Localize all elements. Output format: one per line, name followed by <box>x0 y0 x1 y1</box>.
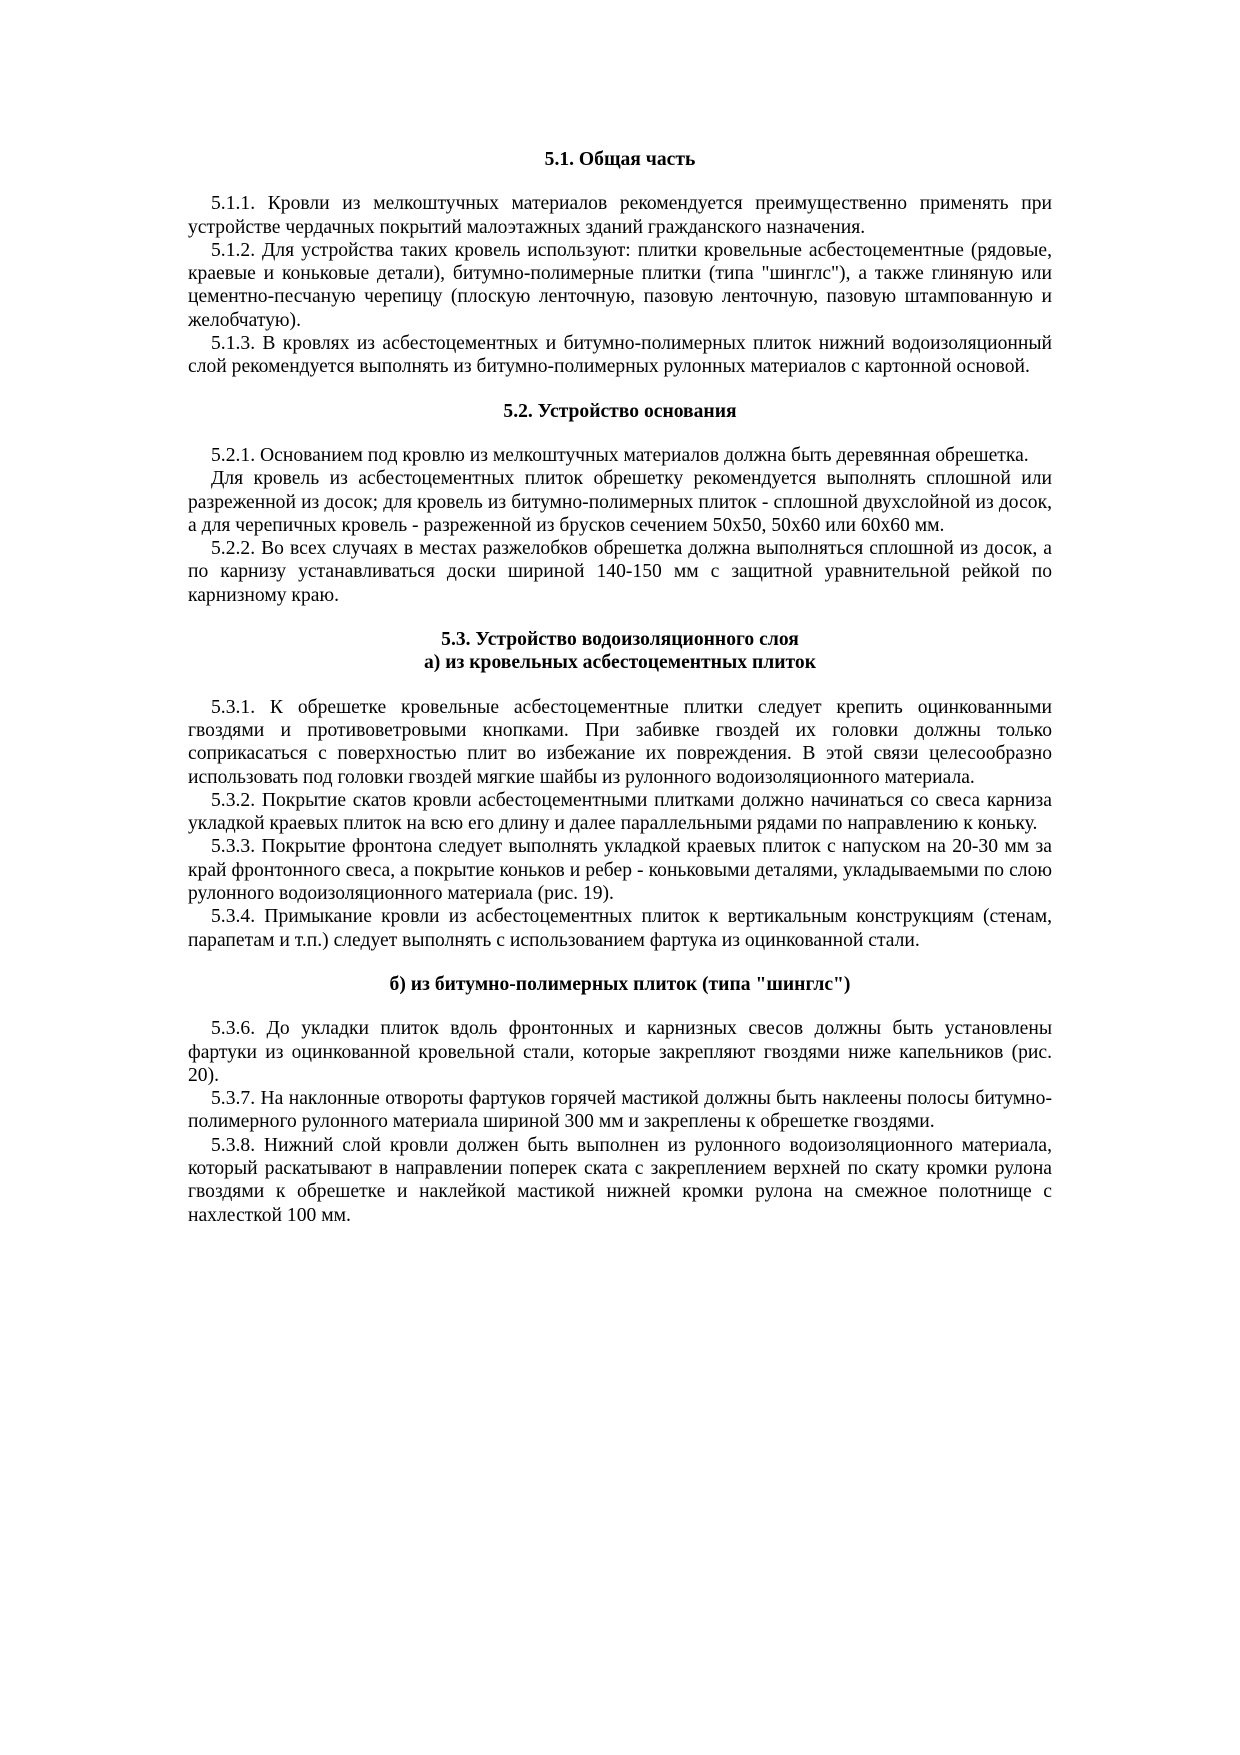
section-heading: 5.1. Общая часть <box>544 149 696 170</box>
section-subheading: а) из кровельных асбестоцементных плиток <box>423 652 816 674</box>
paragraph: 5.3.1. К обрешетке кровельные асбестоцементные плитки следует крепить оцинкованными гвоздями и противоветровыми кнопками. При забивке гвоздей их головки должны только соприкасаться с поверхностью плит во избежание их повреждения. В этой связи целесообразно использовать под головки гвоздей мягкие шайбы из рулонного водоизоляционного материала. <box>188 696 1052 788</box>
section-general <box>188 148 1052 379</box>
paragraph: Для кровель из асбестоцементных плиток обрешетку рекомендуется выполнять сплошной или разреженной из досок; для кровель из битумно-полимерных плиток - сплошной двухслойной из досок, а для черепичных кровель - разреженной из брусков сечением 50х50, 50х60 или 60х60 мм. <box>188 468 1052 536</box>
paragraph: 5.1.3. В кровлях из асбестоцементных и битумно-полимерных плиток нижний водоизоляционный слой рекомендуется выполнять из битумно-полимерных рулонных материалов с картонной основой. <box>188 333 1052 378</box>
paragraph: 5.1.2. Для устройства таких кровель используют: плитки кровельные асбестоцементные (рядовые, краевые и коньковые детали), битумно-полимерные плитки (типа "шинглс"), а также глиняную или цементно-песчаную черепицу (плоскую ленточную, пазовую ленточную, пазовую штампованную и желобчатую). <box>188 239 1052 331</box>
section-spacer <box>188 379 1052 400</box>
section-waterproofing-asbestos <box>188 628 1052 952</box>
paragraph: 5.3.3. Покрытие фронтона следует выполнять укладкой краевых плиток с напуском на 20-30 мм за край фронтонного свеса, а покрытие коньков и ребер - коньковыми деталями, укладываемыми по слою рулонного водоизоляционного материала (рис. 19). <box>188 836 1052 905</box>
section-foundation <box>188 400 1052 607</box>
paragraph: 5.3.6. До укладки плиток вдоль фронтонных и карнизных свесов должны быть установлены фартуки из оцинкованной кровельной стали, которые закрепляют гвоздями ниже капельников (рис. 20). <box>188 1018 1052 1086</box>
paragraph: 5.3.4. Примыкание кровли из асбестоцементных плиток к вертикальным конструкциям (стенам, парапетам и т.п.) следует выполнять с использованием фартука из оцинкованной стали. <box>188 906 1052 951</box>
paragraph: 5.3.2. Покрытие скатов кровли асбестоцементными плитками должно начинаться со свеса карниза укладкой краевых плиток на всю его длину и далее параллельными рядами по направлению к коньку. <box>188 789 1052 835</box>
paragraph: 5.2.1. Основанием под кровлю из мелкоштучных материалов должна быть деревянная обрешетка. <box>211 444 1029 466</box>
section-spacer <box>188 952 1052 973</box>
paragraph: 5.3.8. Нижний слой кровли должен быть выполнен из рулонного водоизоляционного материала, который раскатывают в направлении поперек ската с закреплением верхней по скату кромки рулона гвоздями к обрешетке и наклейкой мастикой нижней кромки рулона на смежное полотнище с нахлесткой 100 мм. <box>188 1134 1052 1226</box>
section-heading: 5.3. Устройство водоизоляционного слоя <box>441 629 799 651</box>
section-heading: б) из битумно-полимерных плиток (типа "шинглс") <box>389 973 851 995</box>
document-page <box>188 148 1052 1227</box>
paragraph: 5.1.1. Кровли из мелкоштучных материалов рекомендуется преимущественно применять при устройстве чердачных покрытий малоэтажных зданий гражданского назначения. <box>188 193 1052 238</box>
paragraph: 5.2.2. Во всех случаях в местах разжелобков обрешетка должна выполняться сплошной из досок, а по карнизу устанавливаться доски шириной 140-150 мм с защитной уравнительной рейкой по карнизному краю. <box>188 538 1052 606</box>
paragraph: 5.3.7. На наклонные отвороты фартуков горячей мастикой должны быть наклеены полосы битумно-полимерного рулонного материала шириной 300 мм и закреплены к обрешетке гвоздями. <box>188 1088 1052 1133</box>
section-waterproofing-bitumen <box>188 973 1052 1227</box>
section-heading: 5.2. Устройство основания <box>503 400 737 422</box>
section-spacer <box>188 607 1052 628</box>
